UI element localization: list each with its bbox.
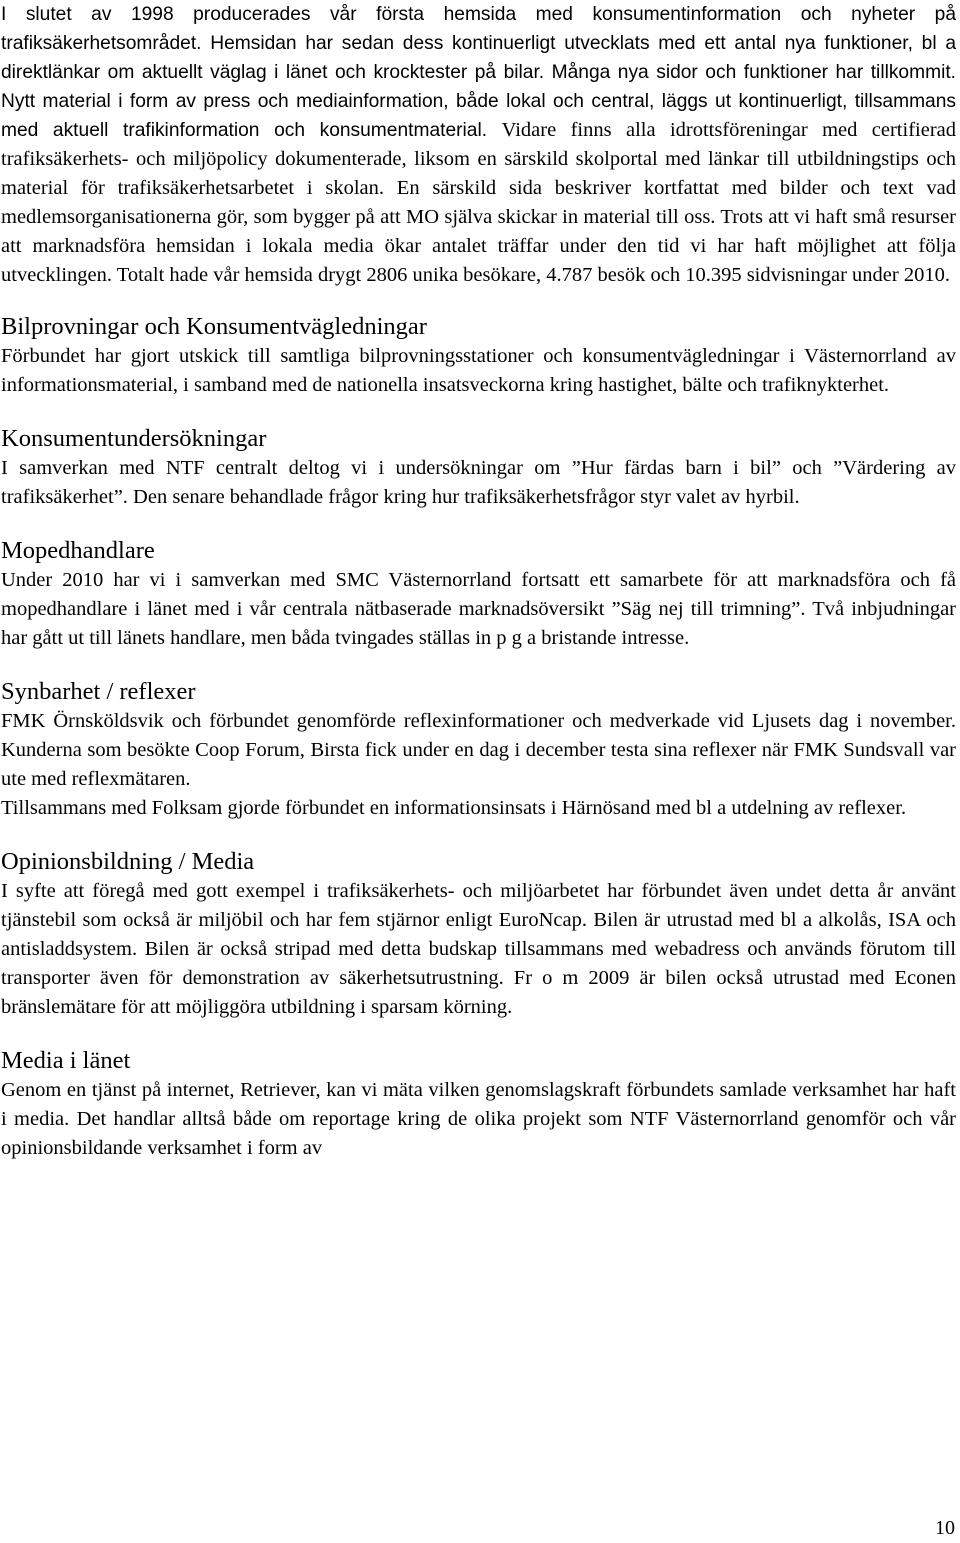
heading-media-i-lanet: Media i länet — [1, 1047, 131, 1074]
intro-paragraph — [1, 0, 956, 290]
paragraph-synbarhet-1: FMK Örnsköldsvik och förbundet genomförde reflexinformationer och medverkade vid Ljusets dag i november. Kunderna som besökte Coop Forum, Birsta fick under en dag i december testa sina reflexer när FMK Sundsvall var ute med reflexmätaren. — [1, 710, 956, 790]
intro-text-sans-2: Nytt material i form av press och mediainformation, både lokal och central, läggs ut kontinuerligt, tillsammans med aktuell trafikinformation och konsumentmaterial. — [1, 91, 956, 141]
paragraph-mopedhandlare: Under 2010 har vi i samverkan med SMC Västernorrland fortsatt ett samarbete för att marknadsföra och få mopedhandlare i länet med i vår centrala nätbaserade marknadsöversikt ”Säg nej till trimning”. Två inbjudningar har gått ut till länets handlare, men båda tvingades ställas in p g a bristande intresse. — [1, 569, 956, 649]
heading-bilprovningar: Bilprovningar och Konsumentvägledningar — [1, 313, 427, 340]
paragraph-bilprovningar: Förbundet har gjort utskick till samtliga bilprovningsstationer och konsumentvägledningar i Västernorrland av informationsmaterial, i samband med de nationella insatsveckorna kring hastighet, bälte och trafiknykterhet. — [1, 345, 956, 396]
intro-text-sans-1: I slutet av 1998 producerades vår första hemsida med konsumentinformation och nyheter på trafiksäkerhetsområdet. Hemsidan har sedan dess kontinuerligt utvecklats med ett antal nya funktioner, bl a direktlänkar om aktuellt väglag i länet och krocktester på bilar. Många nya sidor och funktioner har tillkommit. — [1, 4, 956, 83]
intro-text-serif: Vidare finns alla idrottsföreningar med certifierad trafiksäkerhets- och miljöpolicy dokumenterade, liksom en särskild skolportal med länkar till utbildningstips och material för trafiksäkerhetsarbetet i skolan. En särskild sida beskriver kortfattat med bilder och text vad medlemsorganisationerna gör, som bygger på att MO själva skickar in material till oss. Trots att vi haft små resurser att marknadsföra hemsidan i lokala media ökar antalet träffar under den tid vi har haft möjlighet att följa utvecklingen. Totalt hade vår hemsida drygt 2806 unika besökare, 4.787 besök och 10.395 sidvisningar under 2010. — [1, 119, 956, 286]
paragraph-synbarhet-2: Tillsammans med Folksam gjorde förbundet en informationsinsats i Härnösand med bl a utdelning av reflexer. — [1, 797, 907, 819]
paragraph-opinionsbildning: I syfte att föregå med gott exempel i trafiksäkerhets- och miljöarbetet har förbundet även undet detta år använt tjänstebil som också är miljöbil och har fem stjärnor enligt EuroNcap. Bilen är utrustad med bl a alkolås, ISA och antisladdsystem. Bilen är också stripad med detta budskap tillsammans med webadress och används förutom till transporter även för demonstration av säkerhetsutrustning. Fr o m 2009 är bilen också utrustad med Econen bränslemätare för att möjliggöra utbildning i sparsam körning. — [1, 880, 956, 1018]
paragraph-media-i-lanet: Genom en tjänst på internet, Retriever, kan vi mäta vilken genomslagskraft förbundets samlade verksamhet har haft i media. Det handlar alltså både om reportage kring de olika projekt som NTF Västernorrland genomför och vår opinionsbildande verksamhet i form av — [1, 1079, 956, 1159]
paragraph-konsumentundersokningar: I samverkan med NTF centralt deltog vi i undersökningar om ”Hur färdas barn i bil” och ”Värdering av trafiksäkerhet”. Den senare behandlade frågor kring hur trafiksäkerhetsfrågor styr valet av hyrbil. — [1, 457, 956, 508]
heading-opinionsbildning: Opinionsbildning / Media — [1, 848, 255, 875]
heading-mopedhandlare: Mopedhandlare — [1, 537, 155, 564]
heading-synbarhet: Synbarhet / reflexer — [1, 678, 196, 705]
page-content — [1, 0, 956, 1163]
heading-konsumentundersokningar: Konsumentundersökningar — [1, 425, 267, 452]
page-number: 10 — [935, 1517, 955, 1539]
